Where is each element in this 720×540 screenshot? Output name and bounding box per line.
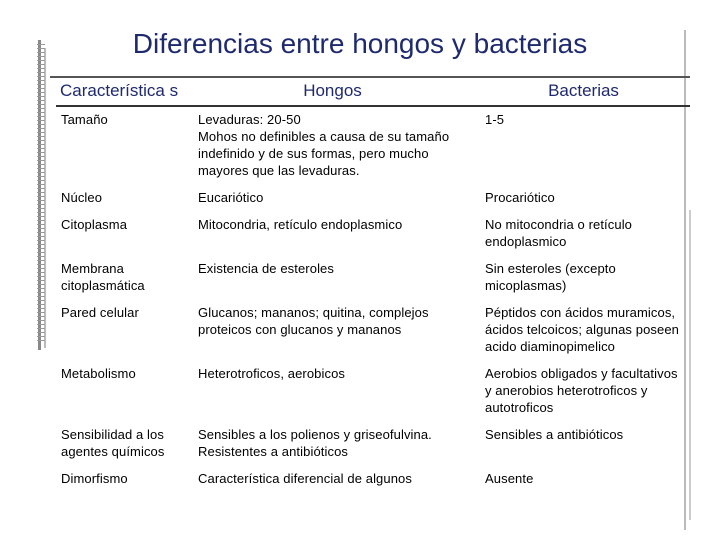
- header-hongos: Hongos: [188, 76, 477, 106]
- row-bacterias: No mitocondria o retículo endoplasmico: [485, 217, 633, 249]
- header-caracteristicas: Característica s: [56, 76, 188, 106]
- header-bacterias: Bacterias: [477, 76, 690, 106]
- table-row: [56, 466, 690, 493]
- row-bacterias: Procariótico: [485, 190, 555, 205]
- row-feature: Núcleo: [61, 190, 103, 205]
- row-feature: Dimorfismo: [61, 471, 128, 486]
- row-feature: Metabolismo: [61, 366, 136, 381]
- row-hongos: Glucanos; mananos; quitina, complejos proteicos con glucanos y mananos: [198, 305, 429, 337]
- row-hongos: [188, 106, 477, 185]
- row-feature: Citoplasma: [61, 217, 128, 232]
- table-row: [56, 422, 690, 466]
- row-bacterias: Sin esteroles (excepto micoplasmas): [485, 261, 616, 293]
- slide-title: Diferencias entre hongos y bacterias: [132, 28, 588, 59]
- row-hongos: Mitocondria, retículo endoplasmico: [198, 217, 403, 232]
- row-feature: Tamaño: [61, 112, 108, 127]
- row-bacterias: Ausente: [485, 471, 534, 486]
- row-bacterias: Aerobios obligados y facultativos y anerobios heterotroficos y autotroficos: [485, 366, 678, 415]
- slide-frame-left-ticks: [37, 44, 45, 344]
- row-hongos: Sensibles a los polienos y griseofulvina. Resistentes a antibióticos: [198, 427, 432, 459]
- row-bacterias: Péptidos con ácidos muramicos, ácidos telcoicos; algunas poseen acido diaminopimelico: [485, 305, 679, 354]
- row-feature: Sensibilidad a los agentes químicos: [61, 427, 165, 459]
- table-header-row: [56, 76, 690, 106]
- table-row: [56, 300, 690, 361]
- row-bacterias: 1-5: [485, 112, 505, 127]
- row-bacterias: Sensibles a antibióticos: [485, 427, 624, 442]
- row-hongos: Característica diferencial de algunos: [198, 471, 412, 486]
- table-row: [56, 106, 690, 185]
- row-feature: Pared celular: [61, 305, 139, 320]
- table-row: [56, 256, 690, 300]
- row-hongos: Heterotroficos, aerobicos: [198, 366, 346, 381]
- row-hongos: Existencia de esteroles: [198, 261, 334, 276]
- table-row: [56, 361, 690, 422]
- table-row: [56, 212, 690, 256]
- comparison-table: [56, 76, 690, 493]
- row-hongos-line: Mohos no definibles a causa de su tamaño indefinido y de sus formas, pero mucho mayores que las levaduras.: [198, 129, 450, 178]
- row-hongos: Eucariótico: [198, 190, 264, 205]
- table-row: [56, 185, 690, 212]
- row-feature: Membrana citoplasmática: [61, 261, 145, 293]
- row-hongos-line: Levaduras: 20-50: [198, 112, 301, 127]
